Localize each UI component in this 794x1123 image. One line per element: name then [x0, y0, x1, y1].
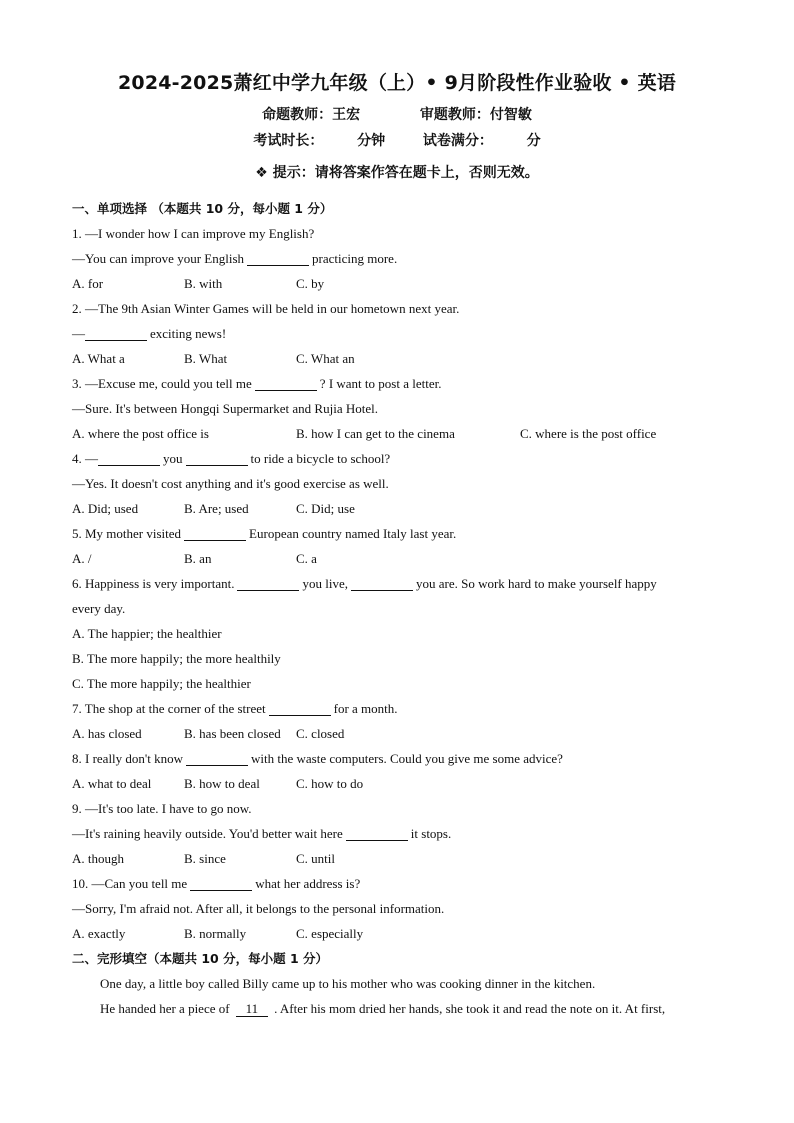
stem-text: 10. —Can you tell me — [72, 876, 188, 891]
answer-blank — [255, 376, 317, 391]
options-row — [72, 921, 732, 946]
question-stem — [72, 746, 732, 771]
author-label: 命题教师：王宏 — [262, 107, 361, 123]
option-b: B. The more happily; the more healthily — [72, 651, 281, 666]
question-stem — [72, 871, 732, 896]
option-a: A. for — [72, 276, 104, 291]
stem-text: ? I want to post a letter. — [319, 376, 442, 391]
option-a: A. though — [72, 851, 124, 866]
question-stem — [72, 521, 732, 546]
stem-text: to ride a bicycle to school? — [250, 451, 391, 466]
stem-text: 5. My mother visited — [72, 526, 182, 541]
options-row — [72, 421, 732, 446]
question-stem — [72, 371, 732, 396]
options-row — [72, 496, 732, 521]
answer-blank — [269, 701, 331, 716]
stem-text: 4. — — [72, 451, 98, 466]
answer-blank — [85, 326, 147, 341]
section-heading: 二、完形填空（本题共 10 分，每小题 1 分） — [72, 951, 329, 966]
question-stem — [72, 571, 732, 596]
option-c: C. What an — [296, 351, 355, 366]
question-reply: —Yes. It doesn't cost anything and it's good exercise as well. — [72, 476, 389, 491]
answer-blank — [184, 526, 246, 541]
option-a: A. where the post office is — [72, 426, 209, 441]
option-c: C. Did; use — [296, 501, 355, 516]
question-stem: 2. —The 9th Asian Winter Games will be held in our hometown next year. — [72, 301, 460, 316]
reply-text: exciting news! — [150, 326, 227, 341]
option-a: A. exactly — [72, 926, 126, 941]
stem-text: European country named Italy last year. — [249, 526, 457, 541]
option-c: C. The more happily; the healthier — [72, 676, 251, 691]
answer-blank — [186, 751, 248, 766]
answer-blank — [237, 576, 299, 591]
option-c: C. how to do — [296, 776, 364, 791]
stem-text: you live, — [302, 576, 348, 591]
option-c: C. closed — [296, 726, 345, 741]
answer-blank — [346, 826, 408, 841]
stem-text: with the waste computers. Could you give me some advice? — [251, 751, 563, 766]
score-unit: 分 — [526, 133, 541, 149]
answer-blank — [190, 876, 252, 891]
options-row — [72, 771, 732, 796]
time-label: 考试时长： — [253, 133, 324, 149]
question-stem — [72, 696, 732, 721]
option-c: C. especially — [296, 926, 364, 941]
question-reply — [72, 321, 732, 346]
reply-text: — — [72, 326, 85, 341]
stem-text: for a month. — [333, 701, 398, 716]
stem-text: 8. I really don't know — [72, 751, 184, 766]
passage-line: One day, a little boy called Billy came up to his mother who was cooking dinner in the kitchen. — [100, 976, 596, 991]
reply-text: it stops. — [410, 826, 452, 841]
notice: ❖ 提示：请将答案作答在题卡上，否则无效。 — [255, 165, 539, 181]
reply-text: —It's raining heavily outside. You'd better wait here — [72, 826, 343, 841]
question-reply — [72, 246, 732, 271]
stem-text: you are. So work hard to make yourself happy — [415, 576, 657, 591]
section-heading: 一、单项选择 （本题共 10 分，每小题 1 分） — [72, 201, 333, 216]
time-unit: 分钟 — [357, 133, 386, 149]
passage-text: He handed her a piece of — [100, 1001, 230, 1016]
option-b: B. how I can get to the cinema — [296, 426, 455, 441]
reply-text: practicing more. — [312, 251, 398, 266]
question-stem: 1. —I wonder how I can improve my English? — [72, 226, 315, 241]
option-a: A. what to deal — [72, 776, 152, 791]
option-c: C. where is the post office — [520, 426, 657, 441]
page-title: 2024-2025萧红中学九年级（上）• 9月阶段性作业验收 • 英语 — [117, 72, 676, 94]
answer-blank — [247, 251, 309, 266]
stem-text: 6. Happiness is very important. — [72, 576, 235, 591]
exam-meta-row — [0, 130, 794, 150]
teacher-row — [0, 104, 794, 124]
option-c: C. until — [296, 851, 336, 866]
option-b: B. an — [184, 551, 212, 566]
option-b: B. has been closed — [184, 726, 281, 741]
numbered-blank: 11 — [236, 1001, 269, 1017]
option-b: B. since — [184, 851, 226, 866]
option-b: B. how to deal — [184, 776, 260, 791]
stem-text: 3. —Excuse me, could you tell me — [72, 376, 252, 391]
question-reply: —Sorry, I'm afraid not. After all, it belongs to the personal information. — [72, 901, 445, 916]
option-a: A. The happier; the healthier — [72, 626, 222, 641]
option-a: A. has closed — [72, 726, 142, 741]
question-reply: —Sure. It's between Hongqi Supermarket and Rujia Hotel. — [72, 401, 378, 416]
option-b: B. Are; used — [184, 501, 249, 516]
option-c: C. a — [296, 551, 317, 566]
question-stem: 9. —It's too late. I have to go now. — [72, 801, 252, 816]
options-row — [72, 546, 732, 571]
passage-text: . After his mom dried her hands, she took it and read the note on it. At first, — [274, 1001, 666, 1016]
reply-text: —You can improve your English — [72, 251, 245, 266]
answer-blank — [186, 451, 248, 466]
question-reply — [72, 821, 732, 846]
option-a: A. What a — [72, 351, 125, 366]
stem-text: you — [163, 451, 183, 466]
score-label: 试卷满分： — [422, 133, 493, 149]
answer-blank — [351, 576, 413, 591]
answer-blank — [98, 451, 160, 466]
option-c: C. by — [296, 276, 325, 291]
option-a: A. / — [72, 551, 92, 566]
question-stem — [72, 446, 732, 471]
options-row — [72, 346, 732, 371]
options-row — [72, 721, 732, 746]
questions-body — [72, 196, 732, 1021]
option-a: A. Did; used — [72, 501, 139, 516]
question-stem-continued: every day. — [72, 601, 126, 616]
option-b: B. What — [184, 351, 228, 366]
stem-text: what her address is? — [255, 876, 361, 891]
options-row — [72, 271, 732, 296]
stem-text: 7. The shop at the corner of the street — [72, 701, 266, 716]
reviewer-label: 审题教师：付智敏 — [419, 107, 532, 123]
options-row — [72, 846, 732, 871]
passage-line — [72, 996, 732, 1021]
option-b: B. normally — [184, 926, 247, 941]
option-b: B. with — [184, 276, 223, 291]
